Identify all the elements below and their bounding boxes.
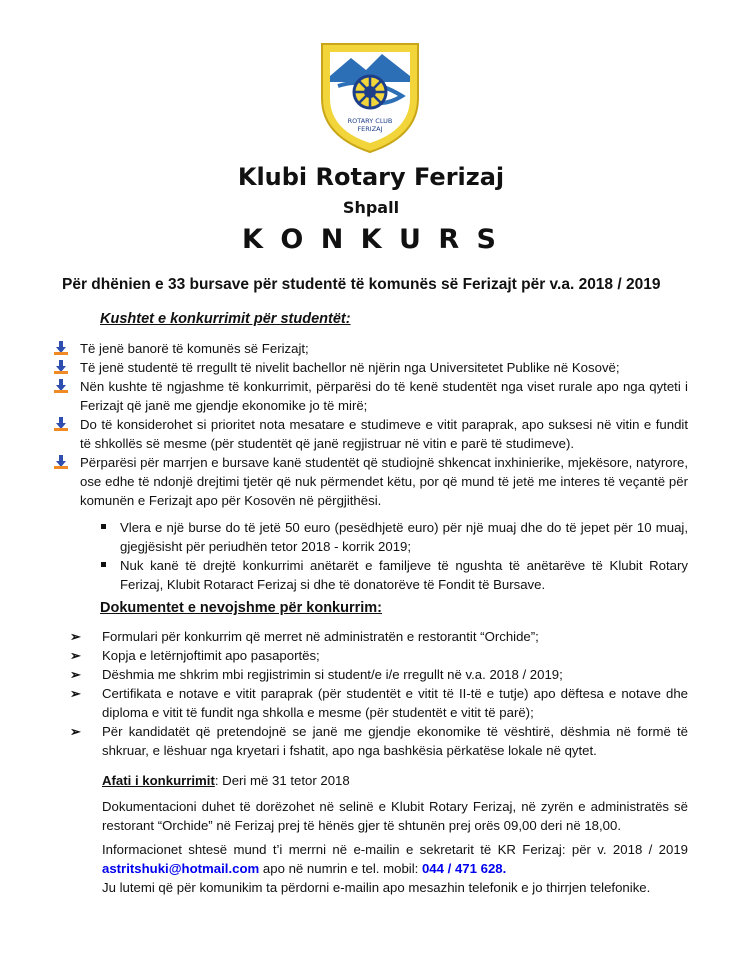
contact-closing: Ju lutemi që për komunikim ta përdorni e-mailin apo mesazhin telefonik e jo thirrjen telefonike. bbox=[102, 880, 651, 895]
document-item bbox=[70, 684, 688, 722]
submission-paragraph: Dokumentacioni duhet të dorëzohet në selinë e Klubit Rotary Ferizaj, në zyrën e administratës së restorant “Orchide” në Ferizaj prej të hënës gjer të shtunën prej orës 09,00 deri në 18,00. bbox=[102, 799, 688, 833]
condition-text: Nën kushte të ngjashme të konkurrimit, përparësi do të kenë studentët nga viset rurale apo nga qyteti i Ferizajt që janë me gjendje ekonomike jo të mirë; bbox=[80, 379, 688, 413]
chevron-right-icon: ➢ bbox=[70, 629, 81, 644]
arrow-bullet-icon bbox=[54, 417, 68, 431]
note-text: Vlera e një burse do të jetë 50 euro (pesëdhjetë euro) për një muaj dhe do të jepet për 10 muaj, gjegjësisht për periudhën tetor 2018 - korrik 2019; bbox=[120, 520, 688, 554]
condition-item bbox=[54, 339, 688, 358]
document-text: Formulari për konkurrim që merret në administratën e restorantit “Orchide”; bbox=[102, 629, 539, 644]
email-link[interactable]: astritshuki@hotmail.com bbox=[102, 861, 260, 876]
document-item bbox=[70, 722, 688, 760]
document-text: Dëshmia me shkrim mbi regjistrimin si student/e i/e rregullt në v.a. 2018 / 2019; bbox=[102, 667, 563, 682]
condition-item bbox=[54, 453, 688, 510]
arrow-bullet-icon bbox=[54, 341, 68, 355]
announces-label: Shpall bbox=[342, 198, 400, 217]
chevron-right-icon: ➢ bbox=[70, 724, 81, 739]
konkurs-heading: K O N K U R S bbox=[242, 224, 500, 255]
organization-title: Klubi Rotary Ferizaj bbox=[237, 163, 505, 191]
chevron-right-icon: ➢ bbox=[70, 667, 81, 682]
condition-item bbox=[54, 415, 688, 453]
conditions-list bbox=[54, 339, 688, 510]
svg-text:FERIZAJ: FERIZAJ bbox=[357, 125, 383, 133]
square-bullet-icon bbox=[101, 562, 106, 567]
contact-intro: Informacionet shtesë mund t’i merrni në e-mailin e sekretarit të KR Ferizaj: për v. 2018 / 2019 bbox=[102, 842, 688, 857]
rotary-club-logo bbox=[316, 36, 424, 156]
note-text: Nuk kanë të drejtë konkurrimi anëtarët e familjeve të ngushta të anëtarëve të Klubit Rotary Ferizaj, Klubit Rotaract Ferizaj si dhe të donatorëve të Fondit të Bursave. bbox=[120, 558, 688, 592]
condition-item bbox=[54, 377, 688, 415]
document-item bbox=[70, 665, 688, 684]
document-item bbox=[70, 646, 688, 665]
contact-paragraph bbox=[102, 840, 688, 897]
notes-list bbox=[100, 518, 688, 594]
deadline bbox=[102, 773, 350, 788]
condition-item bbox=[54, 358, 688, 377]
conditions-title: Kushtet e konkurrimit për studentët: bbox=[100, 311, 351, 327]
documents-list bbox=[70, 627, 688, 760]
condition-text: Do të konsiderohet si prioritet nota mesatare e studimeve e vitit paraprak, apo suksesi në vitin e fundit të shkollës së mesme (për studentët që janë regjistruar në vitin e parë të studimeve). bbox=[80, 417, 688, 451]
svg-text:ROTARY CLUB: ROTARY CLUB bbox=[347, 117, 393, 125]
phone-number[interactable]: 044 / 471 628. bbox=[421, 861, 507, 876]
documents-title: Dokumentet e nevojshme për konkurrim: bbox=[100, 600, 383, 616]
document-text: Për kandidatët që pretendojnë se janë me gjendje ekonomike të vështirë, dëshmia në formë të shkruar, e lëshuar nga kryetari i fshatit, apo nga bashkësia përkatëse lokale në qytet. bbox=[102, 724, 688, 758]
note-item bbox=[100, 556, 688, 594]
arrow-bullet-icon bbox=[54, 379, 68, 393]
condition-text: Përparësi për marrjen e bursave kanë studentët që studiojnë shkencat inxhinierike, mjekësore, natyrore, ose edhe të ndonjë drejtimi tjetër që nuk përmendet këtu, por që mund të jetë me interes të veçantë për komunën e Ferizajt apo për Kosovën në përgjithësi. bbox=[80, 455, 688, 508]
square-bullet-icon bbox=[101, 524, 106, 529]
note-item bbox=[100, 518, 688, 556]
chevron-right-icon: ➢ bbox=[70, 648, 81, 663]
document-text: Kopja e letërnjoftimit apo pasaportës; bbox=[102, 648, 320, 663]
arrow-bullet-icon bbox=[54, 455, 68, 469]
deadline-value: : Deri më 31 tetor 2018 bbox=[214, 773, 350, 788]
document-item bbox=[70, 627, 688, 646]
deadline-label: Afati i konkurrimit bbox=[102, 773, 215, 788]
document-text: Certifikata e notave e vitit paraprak (për studentët e vitit të II-të e tutje) apo dëftesa e notave dhe diploma e vitit të fundit nga shkolla e mesme (për studentët e vitit të parë); bbox=[102, 686, 688, 720]
condition-text: Të jenë banorë të komunës së Ferizajt; bbox=[80, 341, 309, 356]
condition-text: Të jenë studentë të rregullt të nivelit bachellor në njërin nga Universitetet Publike në Kosovë; bbox=[80, 360, 620, 375]
announcement-subtitle: Për dhënien e 33 bursave për studentë të komunës së Ferizajt për v.a. 2018 / 2019 bbox=[62, 276, 661, 293]
chevron-right-icon: ➢ bbox=[70, 686, 81, 701]
arrow-bullet-icon bbox=[54, 360, 68, 374]
contact-middle: apo në numrin e tel. mobil: bbox=[259, 861, 422, 876]
